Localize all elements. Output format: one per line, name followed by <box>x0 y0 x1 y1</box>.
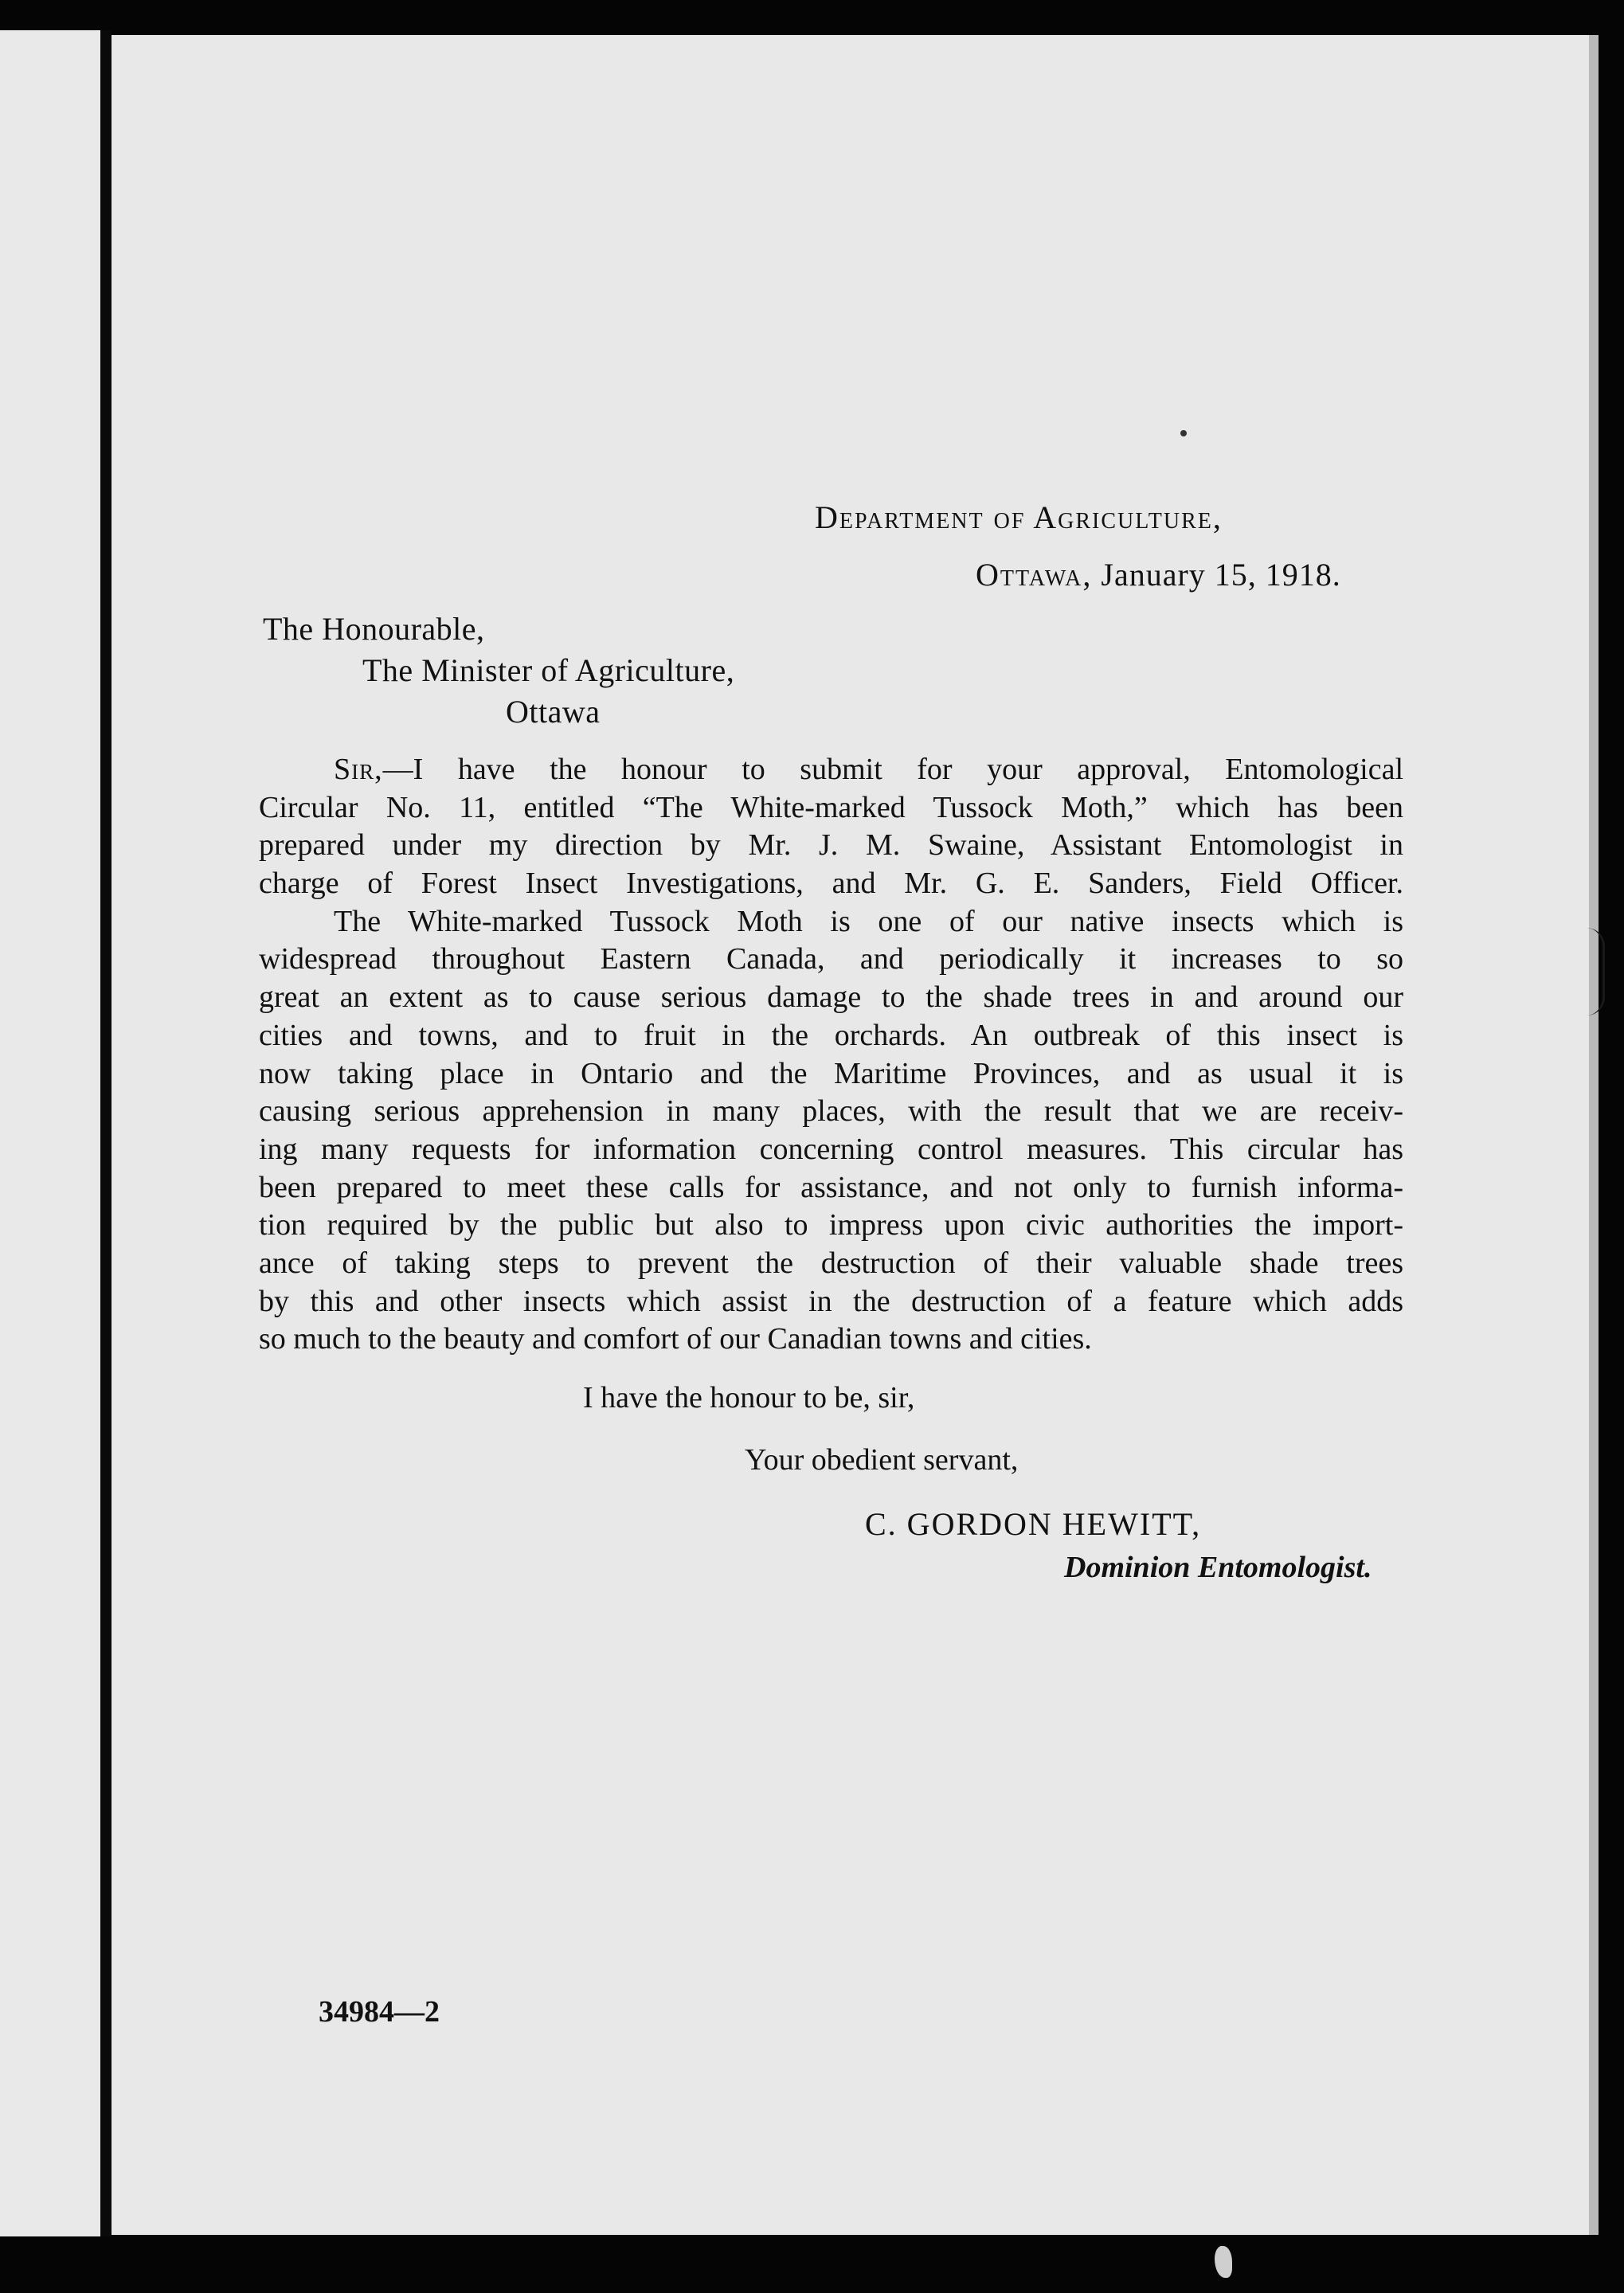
closing-line-2: Your obedient servant, <box>745 1443 1019 1477</box>
signature-title: Dominion Entomologist. <box>1064 1551 1372 1584</box>
body-line: cities and towns, and to fruit in the orchards. An outbreak of this insect is <box>259 1018 1403 1052</box>
body-line-text: —I have the honour to submit for your approval, Entomological <box>382 753 1403 786</box>
body-line: ing many requests for information concerning control measures. This circular has <box>259 1132 1403 1166</box>
folio-number: 34984—2 <box>319 1995 440 2029</box>
letterhead-place: Ottawa, <box>976 557 1093 593</box>
letterhead-department: Department of Agriculture, <box>815 499 1223 535</box>
addressee-line-2: The Minister of Agriculture, <box>362 652 735 688</box>
body-line: ance of taking steps to prevent the destruction of their valuable shade trees <box>259 1246 1403 1280</box>
body-line: charge of Forest Insect Investigations, and Mr. G. E. Sanders, Field Officer. <box>259 867 1403 901</box>
ink-speck <box>1180 430 1187 436</box>
salutation: Sir, <box>334 753 383 786</box>
body-line: great an extent as to cause serious damage to the shade trees in and around our <box>259 980 1403 1015</box>
body-line: tion required by the public but also to impress upon civic authorities the import- <box>259 1208 1403 1242</box>
body-line: prepared under my direction by Mr. J. M. Swaine, Assistant Entomologist in <box>259 828 1403 863</box>
body-line: Circular No. 11, entitled “The White-marked Tussock Moth,” which has been <box>259 790 1403 824</box>
letterhead-place-date <box>976 556 1341 593</box>
page-right-edge <box>1589 35 1599 2235</box>
body-line: The White-marked Tussock Moth is one of our native insects which is <box>334 904 1403 938</box>
signature-name: C. GORDON HEWITT, <box>865 1506 1202 1542</box>
letter-body <box>259 751 1403 1359</box>
page-edge-curl <box>1587 928 1605 1015</box>
closing-line-1: I have the honour to be, sir, <box>583 1381 915 1415</box>
binding-shadow <box>100 30 112 2236</box>
letterhead-date: January 15, 1918. <box>1101 557 1341 593</box>
body-line: been prepared to meet these calls for assistance, and not only to furnish informa- <box>259 1170 1403 1204</box>
scan-artifact <box>1215 2246 1232 2278</box>
body-line: widespread throughout Eastern Canada, and periodically it increases to so <box>259 942 1403 976</box>
addressee-line-3: Ottawa <box>506 694 601 730</box>
addressee-line-1: The Honourable, <box>263 611 485 647</box>
facing-page-edge <box>0 30 100 2236</box>
body-line <box>259 751 1403 789</box>
body-line: now taking place in Ontario and the Maritime Provinces, and as usual it is <box>259 1056 1403 1090</box>
body-line: causing serious apprehension in many places, with the result that we are receiv- <box>259 1094 1403 1129</box>
body-line: so much to the beauty and comfort of our Canadian towns and cities. <box>259 1322 1092 1356</box>
body-line: by this and other insects which assist in the destruction of a feature which adds <box>259 1284 1403 1318</box>
